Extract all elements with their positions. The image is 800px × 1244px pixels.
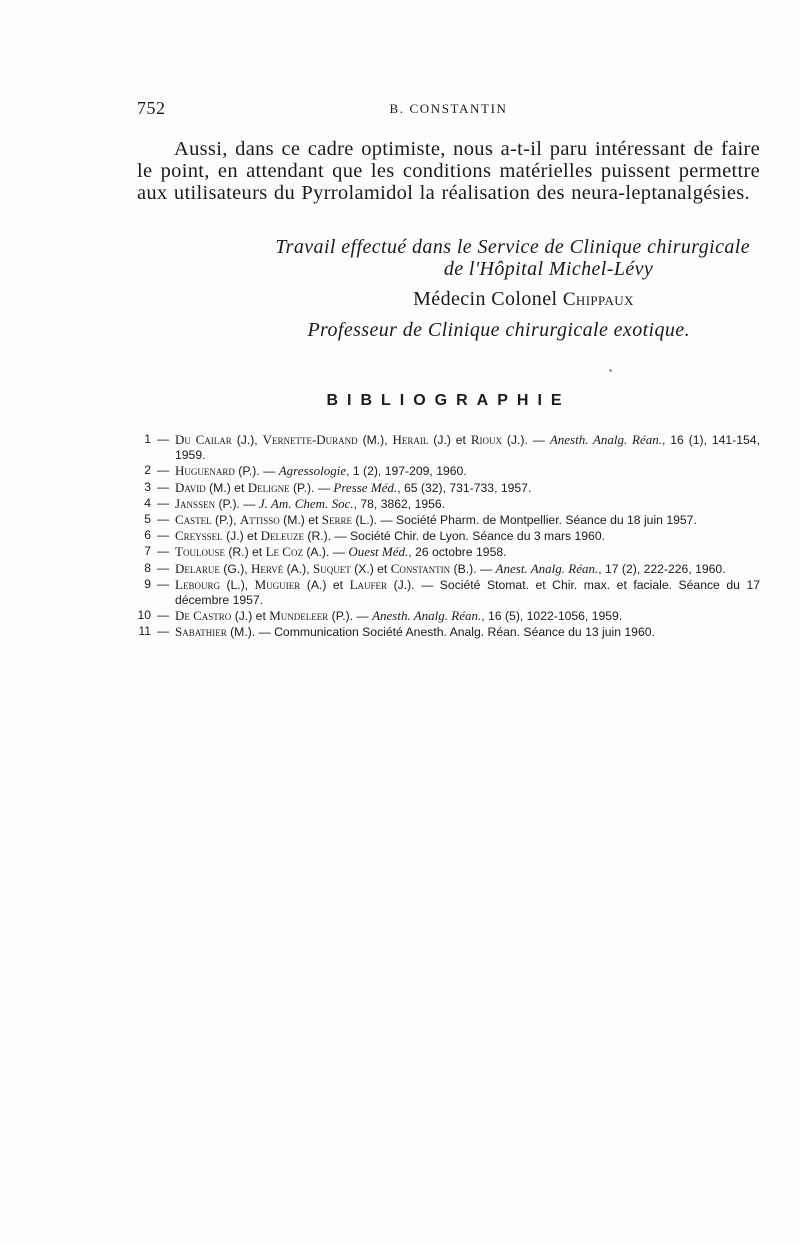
credit-affiliation-line: Travail effectué dans le Service de Clinique chirurgicale [275,236,750,258]
credits-block [137,236,760,341]
author-name: Janssen [175,495,216,511]
credit-title: Médecin Colonel [413,288,563,310]
author-name: Hervé [251,560,284,576]
author-name: Constantin [390,560,451,576]
citation-text: (L.), [219,577,255,592]
bibliography-entry [137,624,760,640]
citation-text: (M.) et [279,513,322,528]
journal-title: J. Am. Chem. Soc. [258,495,354,511]
bibliography-entry [137,463,760,479]
bibliography-entry-dash: — [157,479,170,494]
author-name: Serre [321,512,352,528]
bibliography-entry [137,432,760,463]
bibliography-entry-dash: — [157,608,170,623]
citation-text: (J.) et [222,529,261,544]
journal-title: Agressologie [278,463,347,479]
citation-text: (P.). — [328,609,373,624]
citation-text: (X.) et [350,561,391,576]
journal-title: Anest. Analg. Réan. [495,560,599,576]
citation-text: , 78, 3862, 1956. [353,496,446,511]
citation-text: (J.) et [231,609,270,624]
citation-text: (J.). — Société Stomat. et Chir. max. et faciale. Séance du 17 décembre 1957. [175,577,760,608]
bibliography-entry-number: 6 [144,528,151,543]
bibliography-entry-number: 2 [144,463,151,478]
author-name: Mundeleer [269,608,329,624]
citation-text: (P.). — [215,496,259,511]
author-name: Lebourg [175,576,220,592]
author-name: Sabathier [175,624,227,640]
bibliography-entry [137,496,760,512]
citation-text: (A.), [283,561,314,576]
author-name: Le Coz [265,544,303,560]
page-number: 752 [137,98,166,118]
bibliography-entry-dash: — [157,528,170,543]
citation-text: (M.). — Communication Société Anesth. Analg. Réan. Séance du 13 juin 1960. [226,625,655,640]
bibliography-entry-number: 3 [144,479,151,494]
citation-text: (L.). — Société Pharm. de Montpellier. Séance du 18 juin 1957. [352,513,697,528]
citation-text: (G.), [219,561,252,576]
author-name: Laufer [349,576,388,592]
bibliography-entry [137,512,760,528]
author-name: Rioux [470,432,502,447]
bibliography-entry-dash: — [157,544,170,559]
citation-text: , 16 (1), 141-154, 1959. [175,433,760,463]
citation-text: (R.) et [224,545,266,560]
citation-text: , 26 octobre 1958. [408,545,507,560]
author-name: Herail [392,432,429,447]
bibliography-entry-dash: — [157,495,170,510]
citation-text: (B.). — [450,561,496,576]
citation-text: (J.) et [428,433,471,447]
bibliography-entry-number: 5 [144,512,151,527]
citation-text: (P.), [211,513,240,528]
author-name: Toulouse [175,544,225,560]
bibliography-entry-number: 1 [144,432,151,446]
author-name: Deligne [247,479,290,495]
journal-title: Anesth. Analg. Réan. [372,608,482,624]
bibliography-entry [137,608,760,624]
credit-head-line [137,288,760,311]
author-name: Delarue [175,560,220,576]
citation-text: (A.) et [300,577,350,592]
journal-title: Presse Méd. [333,479,398,495]
running-head [137,98,760,122]
bibliography-entry-dash: — [157,560,170,575]
author-name: Creyssel [175,528,223,544]
bibliography-entry-dash: — [157,432,170,446]
author-name: David [175,479,206,495]
author-name: Castel [175,512,212,528]
author-name: Attisso [239,512,280,528]
citation-text: , 16 (5), 1022-1056, 1959. [481,609,623,624]
bibliography-entry-dash: — [157,463,170,478]
author-name: Du Cailar [175,432,232,447]
credit-professor-line: Professeur de Clinique chirurgicale exotique. [307,319,690,341]
bibliography-entry [137,544,760,560]
author-name: Muguier [254,576,301,592]
bibliography-entry-number: 8 [144,560,151,575]
bibliography-heading: BIBLIOGRAPHIE [326,392,571,409]
bibliography-entry [137,480,760,496]
bibliography-entry-number: 7 [144,544,151,559]
journal-title: Ouest Méd. [348,544,409,560]
citation-text: (P.). — [289,480,334,495]
bibliography-entry-number: 4 [144,495,151,510]
citation-text: (R.). — Société Chir. de Lyon. Séance du 3 mars 1960. [304,529,606,544]
bibliography-entry [137,561,760,577]
bibliography-entry [137,577,760,608]
print-speck [609,369,612,372]
citation-text: (J.), [231,433,263,447]
author-name: Suquet [313,560,351,576]
credit-hospital-line: de l'Hôpital Michel-Lévy [443,258,654,280]
citation-text: (M.), [357,433,393,447]
bibliography-entry-dash: — [157,576,170,591]
bibliography-entry-number: 10 [137,608,151,623]
citation-text: (J.). — [501,433,550,447]
citation-text: , 1 (2), 197-209, 1960. [346,464,467,479]
author-name: De Castro [175,608,232,624]
citation-text: (M.) et [205,480,248,495]
bibliography-entry-dash: — [157,512,170,527]
credit-name: Chippaux [562,289,634,310]
journal-title: Anesth. Analg. Réan. [549,432,662,447]
running-title: B. CONSTANTIN [389,101,508,116]
author-name: Deleuze [260,528,304,544]
citation-text: (A.). — [302,545,349,560]
bibliography-entry-dash: — [157,624,170,639]
bibliography-list [137,432,760,641]
citation-text: (P.). — [234,464,279,479]
author-name: Huguenard [175,463,235,479]
bibliography-entry-number: 9 [144,576,151,591]
citation-text: , 65 (32), 731-733, 1957. [397,480,532,495]
intro-paragraph: Aussi, dans ce cadre optimiste, nous a-t-il paru intéressant de faire le point, en attendant que les conditions matérielles puissent permettre aux utilisateurs du Pyrrolamidol la réalisation des neura-leptanalgésies. [137,138,760,204]
citation-text: , 17 (2), 222-226, 1960. [598,561,726,576]
bibliography-entry-number: 11 [138,624,151,639]
author-name: Vernette-Durand [262,432,358,447]
bibliography-entry [137,528,760,544]
